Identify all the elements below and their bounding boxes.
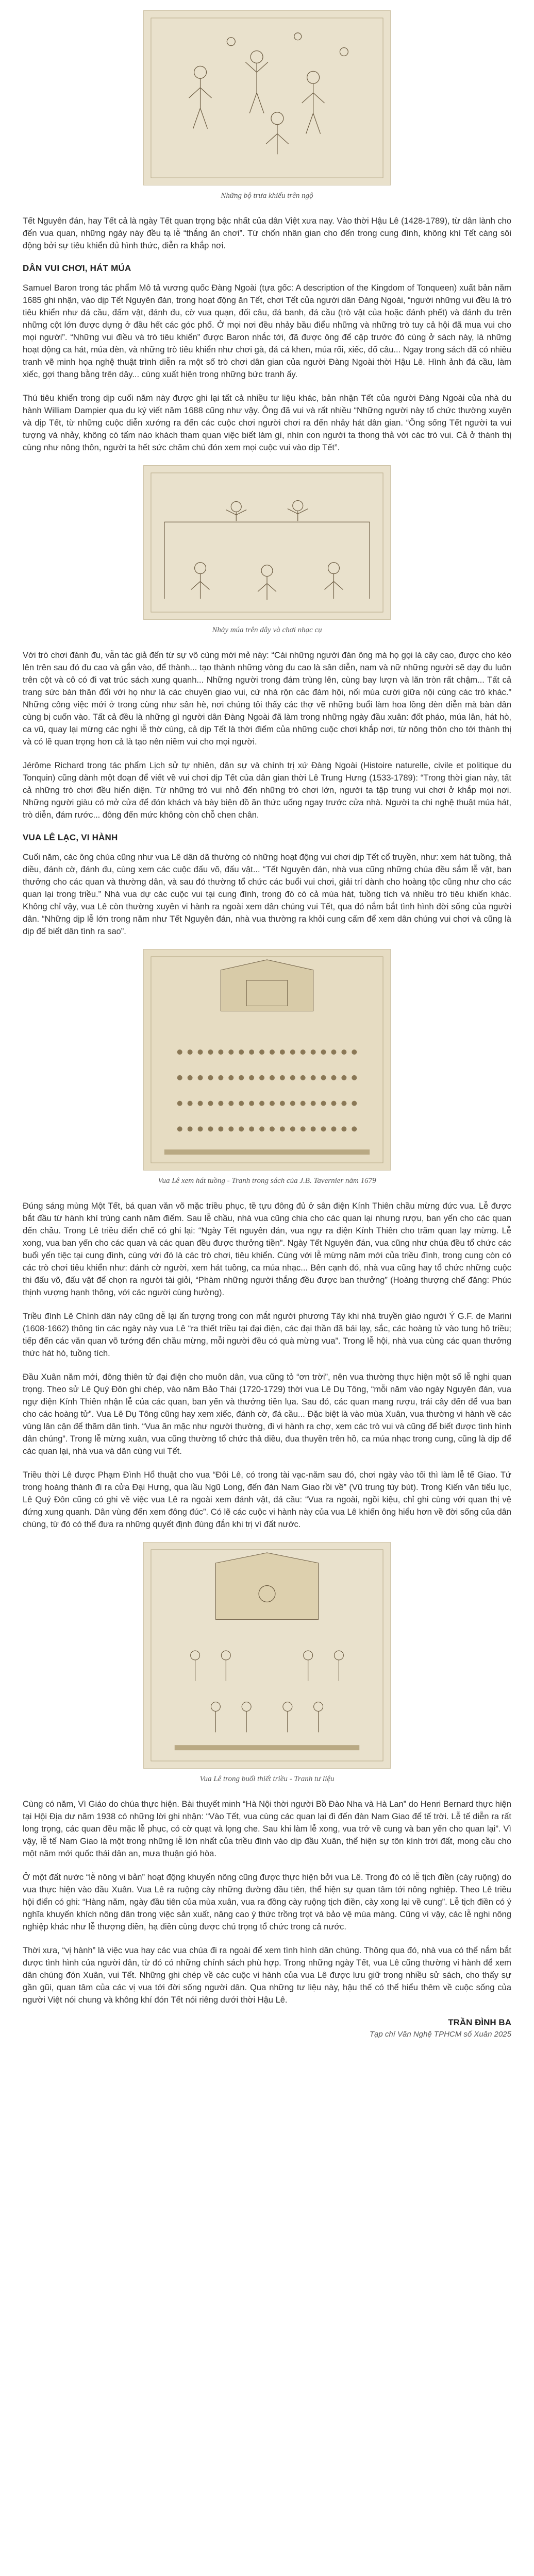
paragraph: Thú tiêu khiển trong dịp cuối năm này được ghi lại tất cả nhiều tư liệu khác, bản nhận Tết của người Đàng Ngoài của nhà du hành William Dampier qua du ký viết năm 1688 cũng như vậy. Ông đã vui và rất nhiều “Những người này tổ chức thường xuyên và dịp Tết, từ những cuộc diễn xướng ra đến các cuộc chơi người chơi ra đến nhảy hát dân gian. “Ông sống Tết người ta vui tượng và nhảy, không có tấm nào khách tham quan việc biết làm gì, nhìn con người ta thong thả với các trò vui. Cả ở thành thị cùng như nông thôn, người ta hết sức chăm chú đón xem mọi cuộc vui vào dịp Tết”. <box>23 394 511 452</box>
figure-rope-dancers <box>143 465 391 620</box>
paragraph: Triều đình Lê Chính dân này cũng dễ lại ấn tượng trong con mắt người phương Tây khi nhà truyền giáo người Ý G.F. de Marini (1608-1662) thông tin các ngày này vua Lê “ra thiết triều tại đại điện, các đại thần đã bái lạy, sắc, các hoàng tử vào tung hô triều; tiếp đến các văn quan võ tướng đến chầu mừng, mỗi người đều có quà mừng vua”. Trong lễ hội, nhà vua cùng các quan thưởng thức hát hò, tuồng tích. <box>23 1312 511 1358</box>
paragraph: Đầu Xuân năm mới, đông thiên tử đại điện cho muôn dân, vua cũng tỏ “ơn trời”, nên vua thường thực hiện một số lễ nghi quan trọng. Theo sử Lê Quý Đôn ghi chép, vào năm Bảo Thái (1720-1729) thời vua Lê Dụ Tông, “mỗi năm vào ngày Nguyên đán, vua ngự điện Kính Thiên nhận lễ của các quan, ban yến và thưởng tiền lụa. Sau đó, các quan mang rượu, trái cây đến để vua ban cho các hoàng tử”. Vua Lê Dụ Tông cũng hay xem xiếc, đánh cờ, đá cầu... Đặc biệt là vào mùa Xuân, vua thường vi hành về các vùng lân cận để thăm dân tình. “Vua ăn mặc như người thường, đi vi hành ra chợ, xem các trò vui và cũng để biết được tình hình dân chúng”. Trong lễ mừng xuân, vua cũng thường tổ chức thả diều, đua thuyền trên hồ, ca múa nhạc trong cung, cũng là dịp để các quan lại, nhà vua và dân cùng vui Tết. <box>23 1372 511 1456</box>
figure-jugglers <box>143 10 391 185</box>
rope-dancers-illustration <box>144 466 390 619</box>
royal-court-illustration <box>144 950 390 1170</box>
paragraph: Đúng sáng mùng Một Tết, bá quan văn võ mặc triều phục, tề tựu đông đủ ở sân điện Kính Thiên chầu mừng đức vua. Lễ được bắt đầu từ hành khí trùng canh năm điểm. Sau lễ chầu, nhà vua cũng chia cho các quan lại nhưng rượu, ban yến cho các quan đến chầu. Trong Lê triều điển chế có ghi lại: “Ngày Tết nguyên đán, vua ngự ra điện Kính Thiên cho trăm quan lạy mừng. Lễ xong, vua ban yến cho các quan và các quan đều được thưởng tiền”. Ngày Tết Nguyên đán, vua cũng như chúa đều tổ chức các buổi yến tiệc tại cung đình, cùng với đó là các trò chơi, tiêu khiển. Cùng với lễ mừng năm mới của triều đình, trong cung còn có các trò chơi tiêu khiển như: đánh cờ người, xem hát tuồng, ca múa nhạc... Bên cạnh đó, nhà vua cũng hay tổ chức những cuộc thi đấu võ, đấu vật để chọn ra người tài giỏi, “Phàm những người thắng đều được ban thưởng” (Hoàng thượng chế đăng: Phúc thịnh vượng hạnh thông, với các người cùng hưởng). <box>23 1201 511 1297</box>
figure-king-watching-opera <box>143 949 391 1171</box>
section-heading: DÂN VUI CHƠI, HÁT MÚA <box>23 263 131 273</box>
section-heading: VUA LÊ LẠC, VI HÀNH <box>23 833 118 842</box>
figure-caption: Nhảy múa trên dây và chơi nhạc cụ <box>212 626 322 634</box>
publication-source: Tạp chí Văn Nghệ TPHCM số Xuân 2025 <box>369 2030 511 2039</box>
paragraph: Cuối năm, các ông chúa cũng như vua Lê dân dã thường có những hoạt động vui chơi dịp Tết cổ truyền, như: xem hát tuồng, thả diều, đánh cờ, đánh đu, cùng xem các cuộc đấu võ, đấu vật... “Tết Nguyên đán, nhà vua cũng những chúa đều sắm lễ vật, ban thưởng cho các quan và thường dân, và sau đó thường tổ chức các buổi vui chơi, giải trí dành cho hoàng tộc cũng như cho các quan lại trong triều.” Nhà vua dự các cuộc vui tại cung đình, trong đó có cả múa hát, tuồng tích và nhiều trò tiêu khiển khác. Không chỉ vậy, vua Lê còn thường xuyên vi hành ra ngoài xem dân chúng vui Tết, qua đó nắm bắt tình hình đời sống của người dân. “Những dịp lễ lớn trong năm như Tết Nguyên đán, nhà vua thường ra khỏi cung cấm để xem dân chúng vui chơi và cũng là dịp để biết dân tình ra sao”. <box>23 853 511 936</box>
author-name: TRẦN ĐÌNH BA <box>448 2018 511 2027</box>
paragraph: Samuel Baron trong tác phẩm Mô tả vương quốc Đàng Ngoài (tựa gốc: A description of the Kingdom of Tonqueen) xuất bản năm 1685 ghi nhận, vào dịp Tết Nguyên đán, trong hoạt động ăn Tết, chơi Tết của người dân Đàng Ngoài, “người những vui đều là trò tiêu khiển như đá cầu, đấm vật, đánh đu, cờ vua quạn, đối câu, đá banh, đá cầu (trò vật của hoặc đánh phết) và đánh đu trên những cột lớn được dựng ở đầu hết các góc phố. Ở mọi nơi đều nhảy bầu điểu những và những trò tuy cả hội đã mua vui cho mọi người”. “Những vui điều và trò tiêu khiển” được Baron nhắc tới, đã được ông để cập trước đó cùng ở sách này, là những hoạt động ca hát, múa đèn, và những trò tiêu khiển như chơi gà, đá cá khen, múa rối, xiếc, đố câu... Ngay trong sách đã có nhiều tranh vẽ minh họa nghệ thuật trình diễn ra một số trò chơi dân gian của người Đàng Ngoài thời Hậu Lê. Hình ảnh đá cầu, làm xiếc, gợi thang bằng trên dây... cùng xuất hiện trong những bức tranh ấy. <box>23 283 511 379</box>
figure-royal-audience <box>143 1542 391 1769</box>
paragraph: Triều thời Lê được Phạm Đình Hổ thuật cho vua “Đôi Lê, có trong tài vạc-năm sau đó, chơi ngày vào tối thì làm lễ tế Giao. Tứ trong hoàng thành đi ra cửa Đại Hưng, qua lầu Ngũ Long, đến đàn Nam Giao rồi về” (Vũ trung tùy bút). Trong Kiến văn tiểu lục, Lê Quý Đôn cũng có ghi về việc vua Lê ra ngoài xem đánh vật, đá cầu: “Vua ra ngoài, ngồi kiệu, chỉ ghi cùng với quan thị vệ đứng xung quanh. Dân vùng đến xem đông đúc”. Có lẽ các cuộc vi hành này của vua Lê khiến ông hiểu hơn về đời sống của dân chúng, từ đó có thể đưa ra những quyết định đúng đắn khi trị vì đất nước. <box>23 1470 511 1529</box>
paragraph: Cùng có năm, Vì Giáo do chúa thực hiện. Bài thuyết minh “Hà Nội thời người Bồ Đào Nha và Hà Lan” do Henri Bernard thực hiện tại Hội Địa dư năm 1938 có những lời ghi nhận: “Vào Tết, vua cùng các quan lại đi đến đàn Nam Giao để tế trời. Lễ tế diễn ra rất long trọng, các quan đều mặc lễ phục, có cờ quạt và lọng che. Sau khi làm lễ xong, vua trở về cung và ban yến cho quan lại”. Vì vậy, lễ tế Nam Giao là một trong những lễ lớn nhất của triều đình vào dịp đầu Xuân, thể hiện sự tôn kính trời đất, mong cầu cho một năm mới quốc thái dân an, mưa thuận gió hòa. <box>23 1800 511 1858</box>
signature-block <box>23 2018 511 2039</box>
figure-caption: Vua Lê trong buổi thiết triều - Tranh tư liệu <box>199 1775 335 1783</box>
paragraph: Jérôme Richard trong tác phẩm Lịch sử tự nhiên, dân sự và chính trị xứ Đàng Ngoài (Histoire naturelle, civile et politique du Tonquin) cũng dành một đoạn để viết về vui chơi dịp Tết của dân gian thời Lê Trung Hưng (1533-1789): “Trong thời gian này, tất cả những trò chơi đều hiển diện. Từ những trò vui nhỏ đến những trò chơi lớn, người ta tập trung vui chơi ở khắp mọi nơi. Những người giàu có mở cửa để đón khách và bày biện đồ ăn thức uống ngay trước cửa nhà. Người ta chi nghệ thuật múa hát, trò diễn, đám rước... đông đến mức không còn chỗ chen chân. <box>23 761 511 820</box>
figure-caption: Vua Lê xem hát tuồng - Tranh trong sách của J.B. Tavernier năm 1679 <box>158 1177 376 1185</box>
paragraph: Ở một đất nước “lễ nông vi bản” hoạt động khuyến nông cũng được thực hiện bởi vua Lê. Trong đó có lễ tịch điền (cày ruộng) do vua thực hiện vào đầu Xuân. Vua Lê ra ruộng cày những đường đầu tiên, thể hiện sự quan tâm tới nông nghiệp. Theo Lê triều hội điển có ghi: “Hàng năm, ngày đầu tiên của mùa xuân, vua ra đồng cày ruộng tịch điền, cày xong lại về cung”. Lễ tịch điền có ý nghĩa khuyến khích nông dân trong việc sản xuất, nâng cao ý thức trồng trọt và bảo vệ mùa màng. Cũng vì vậy, các lễ nghi nông nghiệp khác như lễ thượng điền, hạ điền cùng được chú trọng tổ chức trong cả nước. <box>23 1873 511 1931</box>
paragraph: Với trò chơi đánh đu, vẫn tác giả đến từ sự vô cùng mới mẻ này: “Cái những người đàn ông mà họ gọi là cây cao, được cho kéo lên trên sau đó đu cao và gắn vào, để thành... tạo thành những vòng đu cao là sân diễn, nam và nữ những người sẽ dạy đu luôn trên cột và cô có đi vạt trúc sách xung quanh... Những người trong đám trùng lên, cùng bay lượn và lăn tròn rất chậm... Tất cả trang sức bàn thân đối với họ như là các chuyên giao vui, cứ nhà rộn các đám hội, nối múa cười giữa nội cùng các trò khác.” Những công việc mới ở trong cùng như sân hè, nơi chúng tôi thấy các thợ vẽ những buổi làm hoa lồng đèn diễn mà bàn dân cùng bị cuốn vào. Tất cả đều là những gì người dân Đàng Ngoài đã làm trong những ngày đầu xuân: đốt pháo, múa lân, hát hò, ca vũ, quay lại mừng các nghi lễ thờ cúng, cả dịp Tết là thời điểm của những cuộc chơi khắp nơi, từ nông thôn cho tới thành thị và có lẽ quan trọng hơn cả là tạo nên niềm vui cho mọi người. <box>23 651 511 747</box>
intro-paragraph: Tết Nguyên đán, hay Tết cả là ngày Tết quan trọng bậc nhất của dân Việt xưa nay. Vào thời Hậu Lê (1428-1789), từ dân lành cho đến vua quan, những ngày này đều tạ lễ “thắng ân chơi”. Từ chốn nhân gian cho đến trong cung đình, không khí Tết càng sôi động bởi sự tiêu khiển đủ hình thức, diễn ra khắp nơi. <box>23 216 511 250</box>
jugglers-illustration <box>144 11 390 185</box>
figure-caption: Những bộ trưa khiếu trên ngộ <box>221 192 313 200</box>
royal-audience-illustration <box>144 1543 390 1768</box>
paragraph: Thời xưa, “vị hành” là việc vua hay các vua chúa đi ra ngoài để xem tình hình dân chúng. Thông qua đó, nhà vua có thể nắm bắt được tình hình của người dân, từ đó có những chính sách phù hợp. Trong những ngày Tết, vua Lê cũng thường vi hành để xem dân chúng đón Xuân, vui Tết. Những ghi chép về các cuộc vi hành của vua Lê được lưu giữ trong nhiều sử sách, cho thấy sự gần gũi, quan tâm của các vị vua tới đời sống người dân. Qua những tư liệu này, hậu thế có thể hiểu thêm về cuộc sống của người Việt nói chung và không khí đón Tết nói riêng dưới thời Hậu Lê. <box>23 1946 511 2005</box>
